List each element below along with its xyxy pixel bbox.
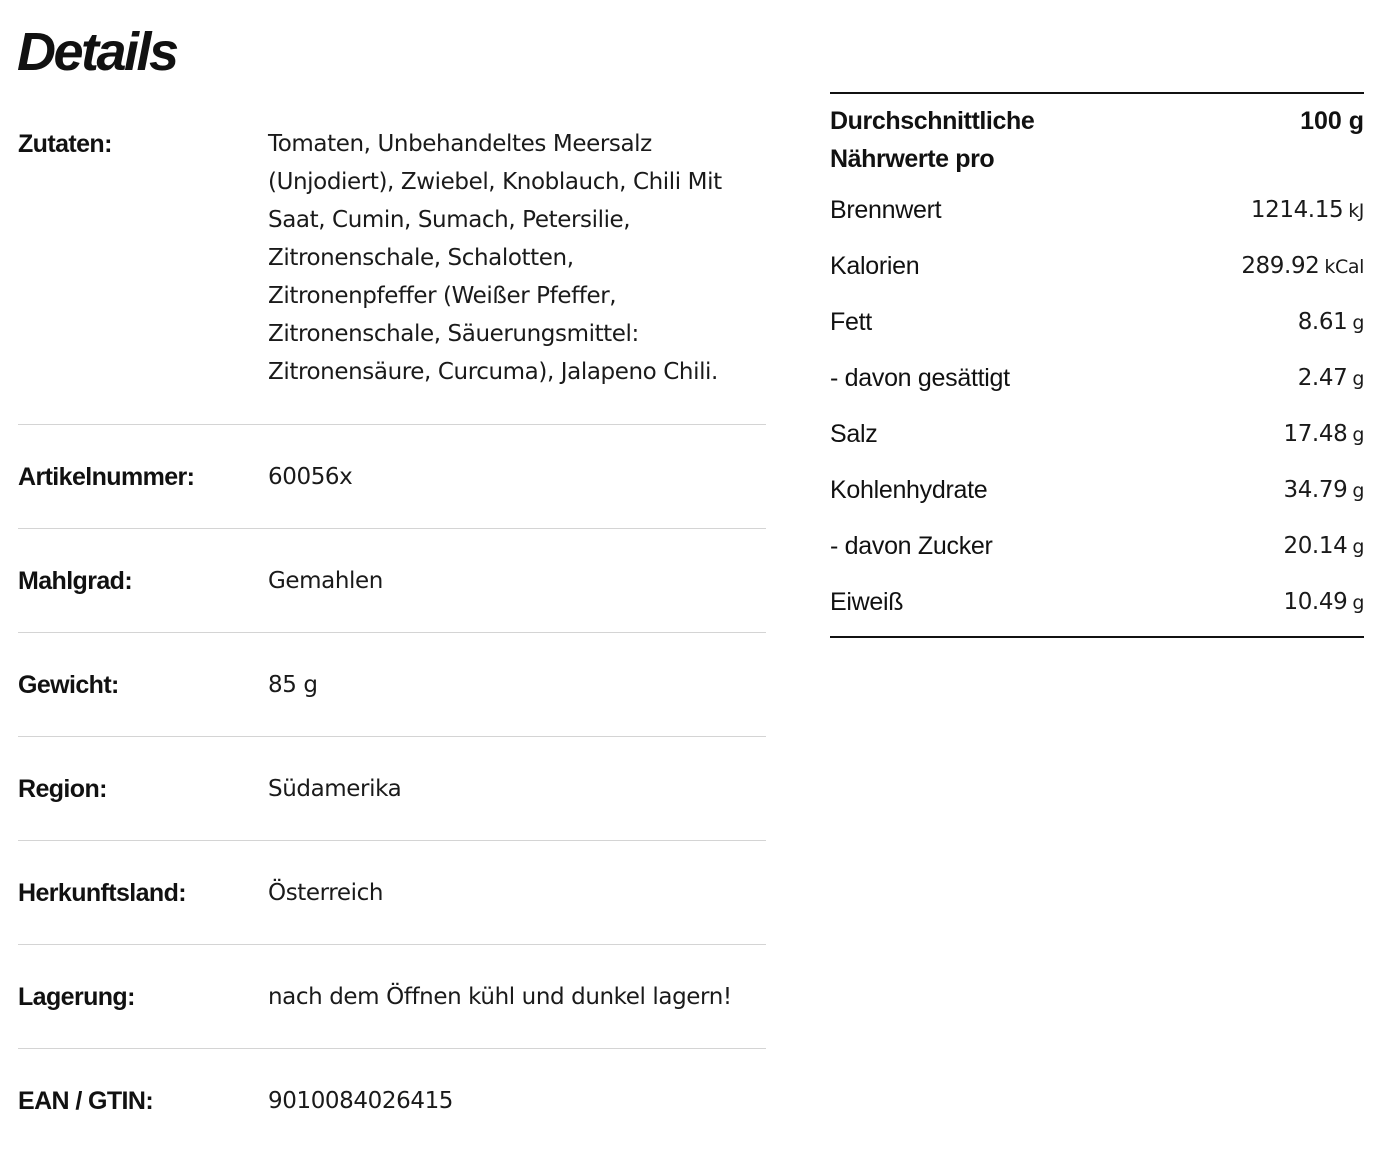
zutaten-line: Zitronenpfeffer (Weißer Pfeffer, bbox=[268, 283, 617, 309]
details-value: 85 g bbox=[268, 671, 318, 698]
nutrition-name: - davon gesättigt bbox=[830, 363, 1010, 392]
details-label: Artikelnummer: bbox=[18, 462, 195, 491]
nutrition-name: Eiweiß bbox=[830, 587, 904, 616]
nutrition-unit: g bbox=[1352, 312, 1364, 334]
details-row-herkunftsland bbox=[18, 841, 766, 945]
nutrition-number: 8.61 bbox=[1297, 309, 1348, 335]
details-value: nach dem Öffnen kühl und dunkel lagern! bbox=[268, 983, 732, 1010]
nutrition-row-salz bbox=[830, 406, 1364, 462]
nutrition-row-kohlenhydrate bbox=[830, 462, 1364, 518]
nutrition-value bbox=[1283, 477, 1364, 503]
nutrition-row-kalorien bbox=[830, 238, 1364, 294]
nutrition-value bbox=[1283, 589, 1364, 615]
nutrition-number: 1214.15 bbox=[1250, 197, 1344, 223]
details-label: EAN / GTIN: bbox=[18, 1086, 154, 1115]
nutrition-unit: kJ bbox=[1348, 200, 1364, 222]
nutrition-number: 34.79 bbox=[1283, 477, 1348, 503]
zutaten-line: Zitronensäure, Curcuma), Jalapeno Chili. bbox=[268, 359, 718, 385]
details-value: Gemahlen bbox=[268, 567, 383, 594]
details-value: Südamerika bbox=[268, 775, 402, 802]
nutrition-value bbox=[1298, 365, 1364, 391]
nutrition-number: 289.92 bbox=[1241, 253, 1320, 279]
details-value: 60056x bbox=[268, 463, 353, 490]
nutrition-unit: g bbox=[1352, 592, 1364, 614]
details-row-lagerung bbox=[18, 945, 766, 1049]
nutrition-number: 2.47 bbox=[1297, 365, 1348, 391]
nutrition-value bbox=[1283, 533, 1364, 559]
nutrition-table bbox=[830, 92, 1364, 638]
nutrition-value bbox=[1251, 197, 1364, 223]
nutrition-header-amount: 100 g bbox=[1300, 107, 1364, 135]
zutaten-line: Zitronenschale, Schalotten, bbox=[268, 245, 574, 271]
details-value-zutaten bbox=[268, 125, 766, 391]
nutrition-header-line: Nährwerte pro bbox=[830, 145, 995, 173]
details-label: Mahlgrad: bbox=[18, 566, 133, 595]
details-row-mahlgrad bbox=[18, 529, 766, 633]
nutrition-row-fett bbox=[830, 294, 1364, 350]
nutrition-value bbox=[1283, 421, 1364, 447]
nutrition-row-brennwert bbox=[830, 182, 1364, 238]
nutrition-unit: kCal bbox=[1324, 256, 1364, 278]
details-label: Lagerung: bbox=[18, 982, 135, 1011]
details-table bbox=[18, 125, 766, 1152]
zutaten-line: Saat, Cumin, Sumach, Petersilie, bbox=[268, 207, 631, 233]
zutaten-line: Tomaten, Unbehandeltes Meersalz bbox=[268, 131, 652, 157]
nutrition-row-gesaettigt bbox=[830, 350, 1364, 406]
nutrition-name: Fett bbox=[830, 307, 872, 336]
details-label: Herkunftsland: bbox=[18, 878, 187, 907]
details-row-artikelnummer bbox=[18, 425, 766, 529]
nutrition-number: 10.49 bbox=[1283, 589, 1348, 615]
nutrition-value bbox=[1298, 309, 1364, 335]
details-label: Gewicht: bbox=[18, 670, 119, 699]
details-row-gewicht bbox=[18, 633, 766, 737]
details-row-ean bbox=[18, 1049, 766, 1152]
nutrition-header-line: Durchschnittliche bbox=[830, 107, 1035, 135]
details-label: Region: bbox=[18, 774, 107, 803]
details-row-region bbox=[18, 737, 766, 841]
nutrition-unit: g bbox=[1352, 424, 1364, 446]
nutrition-header bbox=[830, 102, 1364, 178]
details-value: 9010084026415 bbox=[268, 1087, 454, 1114]
nutrition-row-zucker bbox=[830, 518, 1364, 574]
nutrition-number: 17.48 bbox=[1283, 421, 1348, 447]
zutaten-line: Zitronenschale, Säuerungsmittel: bbox=[268, 321, 639, 347]
nutrition-name: - davon Zucker bbox=[830, 531, 993, 560]
details-row-zutaten bbox=[18, 125, 766, 425]
nutrition-unit: g bbox=[1352, 368, 1364, 390]
nutrition-name: Brennwert bbox=[830, 195, 942, 224]
nutrition-unit: g bbox=[1352, 536, 1364, 558]
nutrition-name: Kohlenhydrate bbox=[830, 475, 988, 504]
details-value: Österreich bbox=[268, 879, 384, 906]
nutrition-row-eiweiss bbox=[830, 574, 1364, 630]
nutrition-header-label bbox=[830, 102, 1090, 178]
nutrition-name: Salz bbox=[830, 419, 878, 448]
nutrition-name: Kalorien bbox=[830, 251, 920, 280]
nutrition-value bbox=[1241, 253, 1364, 279]
nutrition-number: 20.14 bbox=[1283, 533, 1348, 559]
page-title: Details bbox=[17, 22, 177, 82]
zutaten-line: (Unjodiert), Zwiebel, Knoblauch, Chili Mit bbox=[268, 169, 722, 195]
nutrition-unit: g bbox=[1352, 480, 1364, 502]
details-label: Zutaten: bbox=[18, 130, 112, 158]
